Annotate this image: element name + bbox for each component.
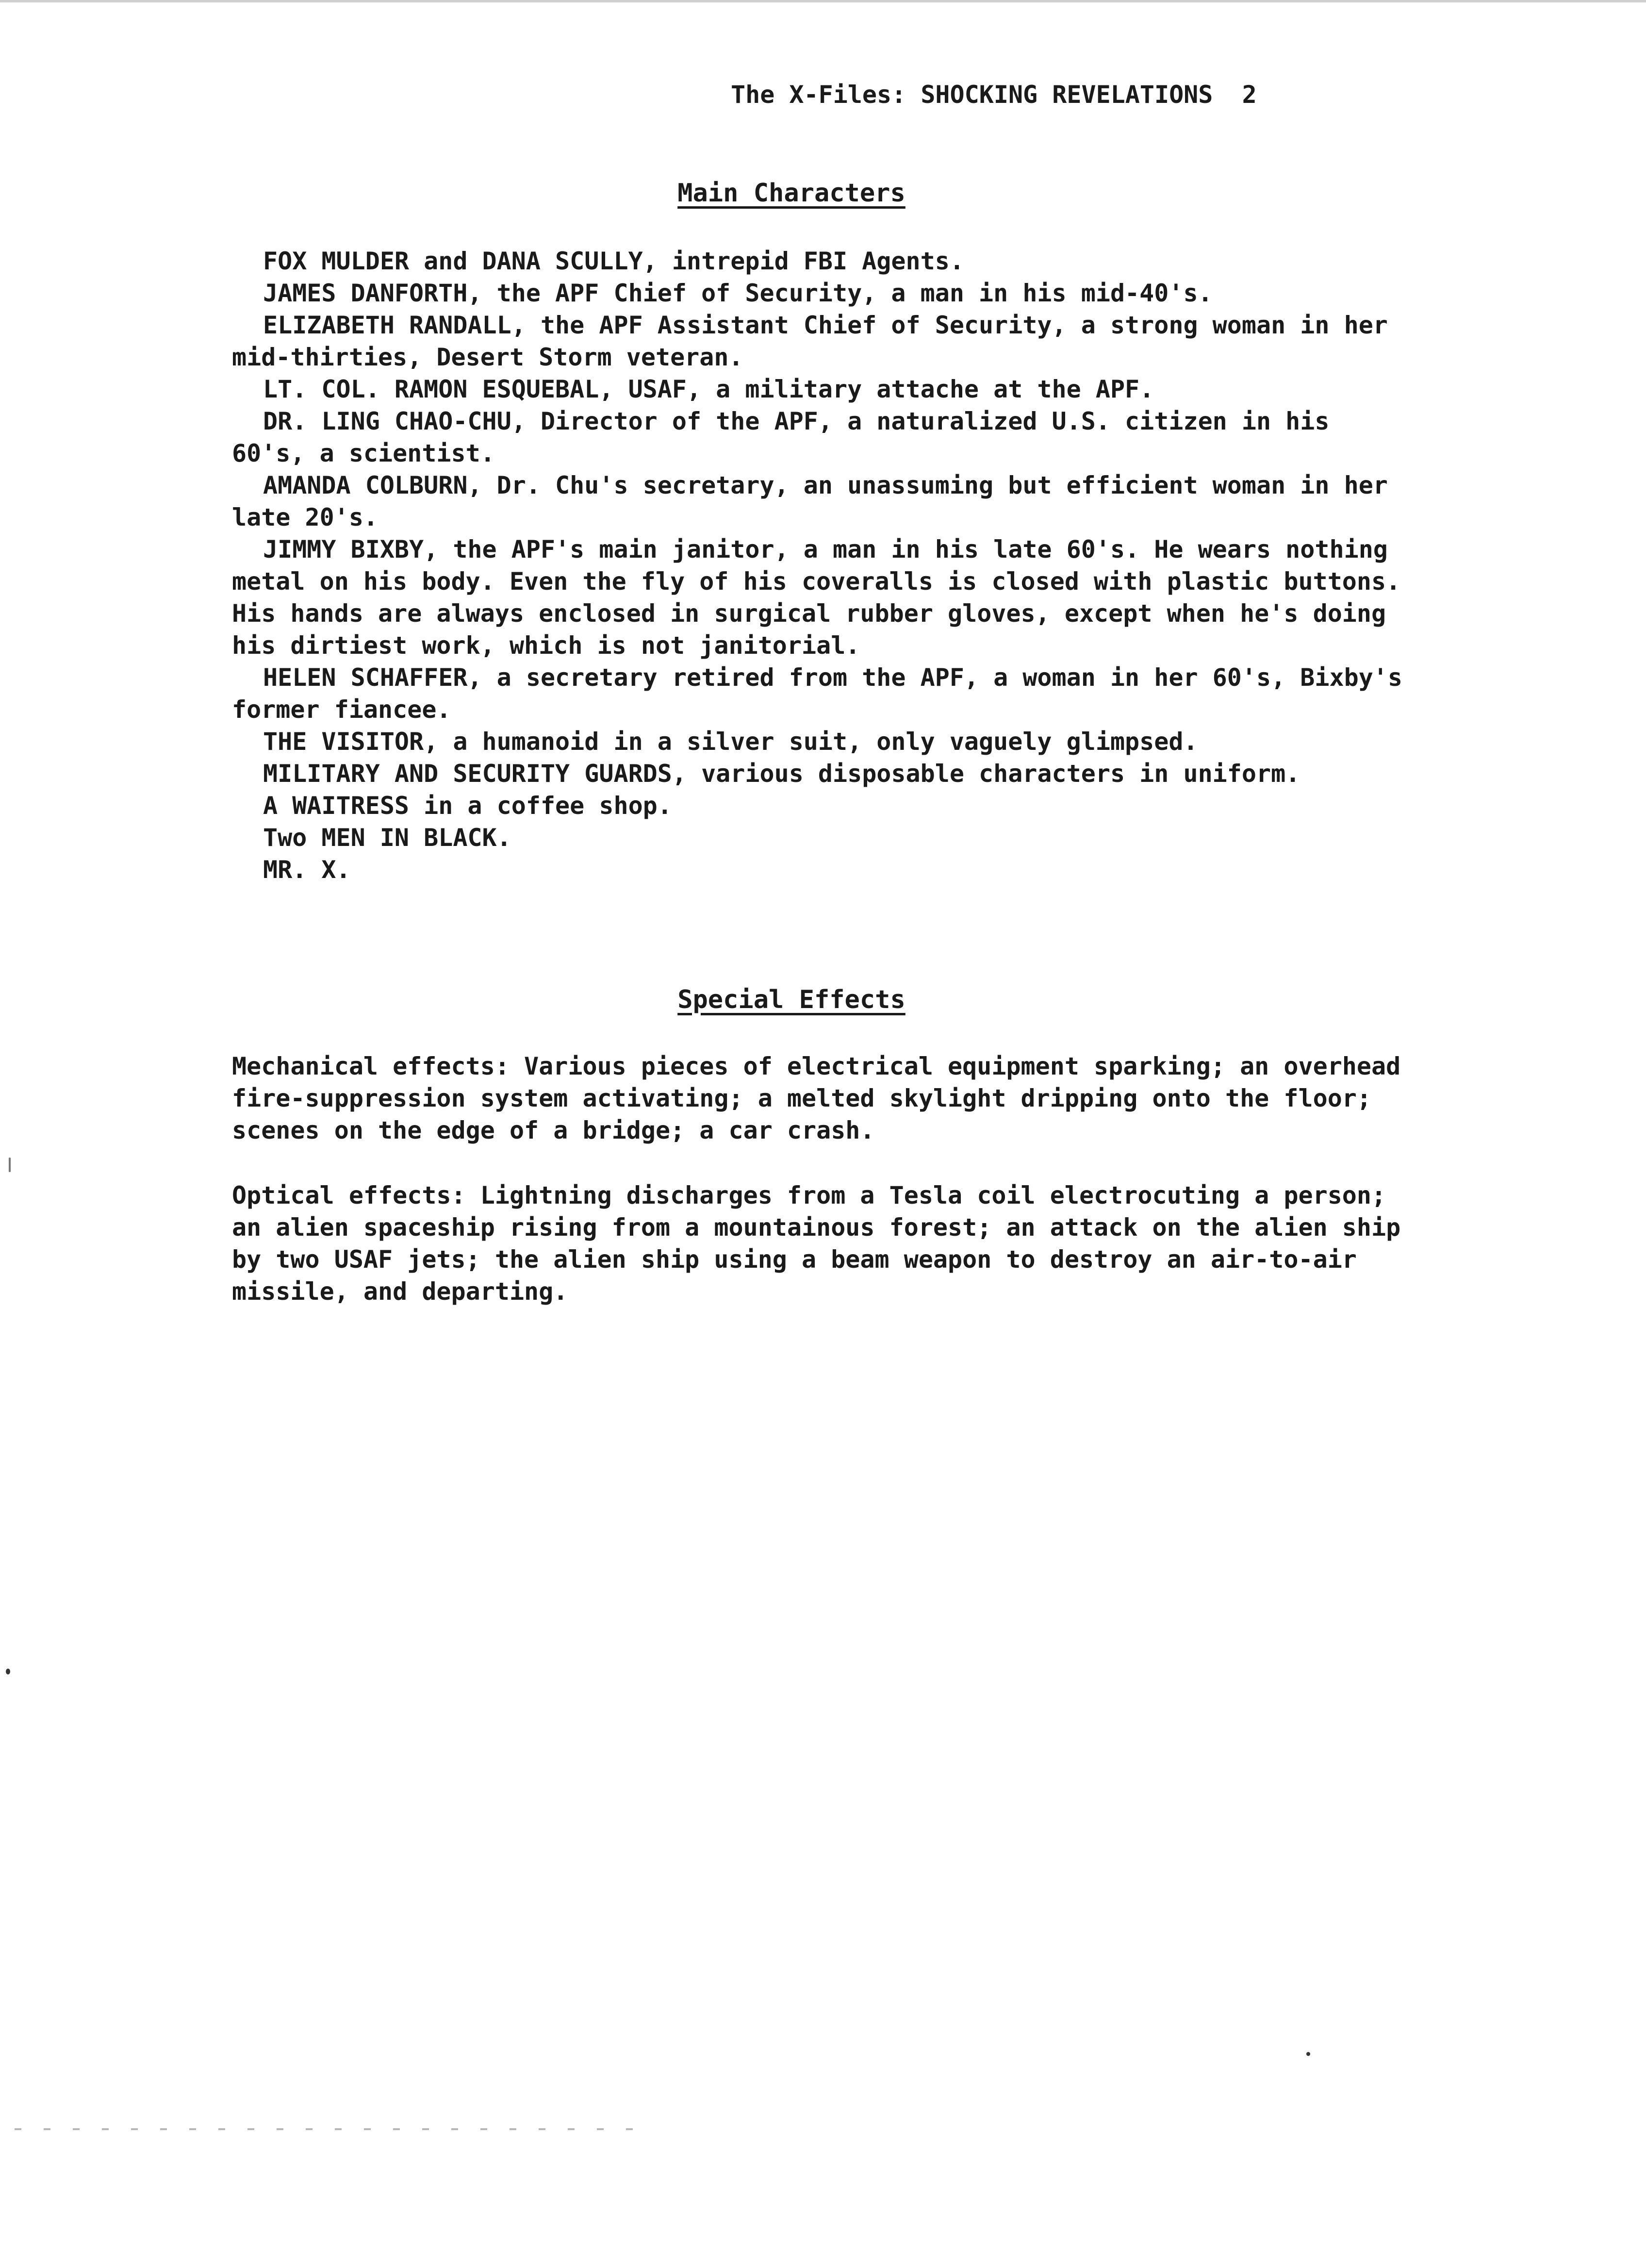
character-entry: THE VISITOR, a humanoid in a silver suit, only vaguely glimpsed.	[263, 728, 1198, 756]
scan-speck	[1306, 2052, 1310, 2056]
main-characters-heading-text: Main Characters	[677, 179, 905, 208]
character-entry: ELIZABETH RANDALL, the APF Assistant Chief of Security, a strong woman in her mid-thirties, Desert Storm veteran.	[232, 311, 1388, 371]
character-entry: DR. LING CHAO-CHU, Director of the APF, a naturalized U.S. citizen in his 60's, a scientist.	[232, 407, 1330, 467]
character-entry: JIMMY BIXBY, the APF's main janitor, a man in his late 60's. He wears nothing metal on his body. Even the fly of his coveralls is closed with plastic buttons. His hands are always enclosed in surgical rubber gloves, except when he's doing his dirtiest work, which is not janitorial.	[232, 535, 1401, 660]
scan-speck	[6, 1669, 10, 1674]
character-entry: MR. X.	[263, 856, 351, 884]
character-entry: AMANDA COLBURN, Dr. Chu's secretary, an unassuming but efficient woman in her late 20's.	[232, 471, 1388, 531]
character-entry: A WAITRESS in a coffee shop.	[263, 792, 672, 820]
character-entry: LT. COL. RAMON ESQUEBAL, USAF, a military attache at the APF.	[263, 375, 1154, 403]
main-characters-heading	[0, 178, 1646, 209]
special-effects-heading	[0, 984, 1646, 1015]
character-entry: Two MEN IN BLACK.	[263, 824, 511, 852]
character-entry: FOX MULDER and DANA SCULLY, intrepid FBI Agents.	[263, 247, 964, 275]
character-entry: MILITARY AND SECURITY GUARDS, various disposable characters in uniform.	[263, 760, 1300, 788]
scan-smudge	[15, 2128, 645, 2130]
character-list	[232, 245, 1411, 886]
optical-effects-block	[232, 1179, 1411, 1308]
optical-effects-paragraph: Optical effects: Lightning discharges from a Tesla coil electrocuting a person; an alien spaceship rising from a mountainous forest; an attack on the alien ship by two USAF jets; the alien ship using a beam weapon to destroy an air-to-air missile, and departing.	[232, 1181, 1401, 1306]
page-top-edge	[0, 0, 1646, 2]
character-entry: HELEN SCHAFFER, a secretary retired from the APF, a woman in her 60's, Bixby's former fiancee.	[232, 663, 1402, 724]
special-effects-heading-text: Special Effects	[677, 985, 905, 1014]
mechanical-effects-block	[232, 1050, 1411, 1146]
running-header: The X-Files: SHOCKING REVELATIONS 2	[731, 81, 1257, 109]
scan-speck	[9, 1158, 11, 1172]
character-entry: JAMES DANFORTH, the APF Chief of Security, a man in his mid-40's.	[263, 279, 1213, 307]
mechanical-effects-paragraph: Mechanical effects: Various pieces of electrical equipment sparking; an overhead fire-suppression system activating; a melted skylight dripping onto the floor; scenes on the edge of a bridge; a car crash.	[232, 1052, 1401, 1144]
